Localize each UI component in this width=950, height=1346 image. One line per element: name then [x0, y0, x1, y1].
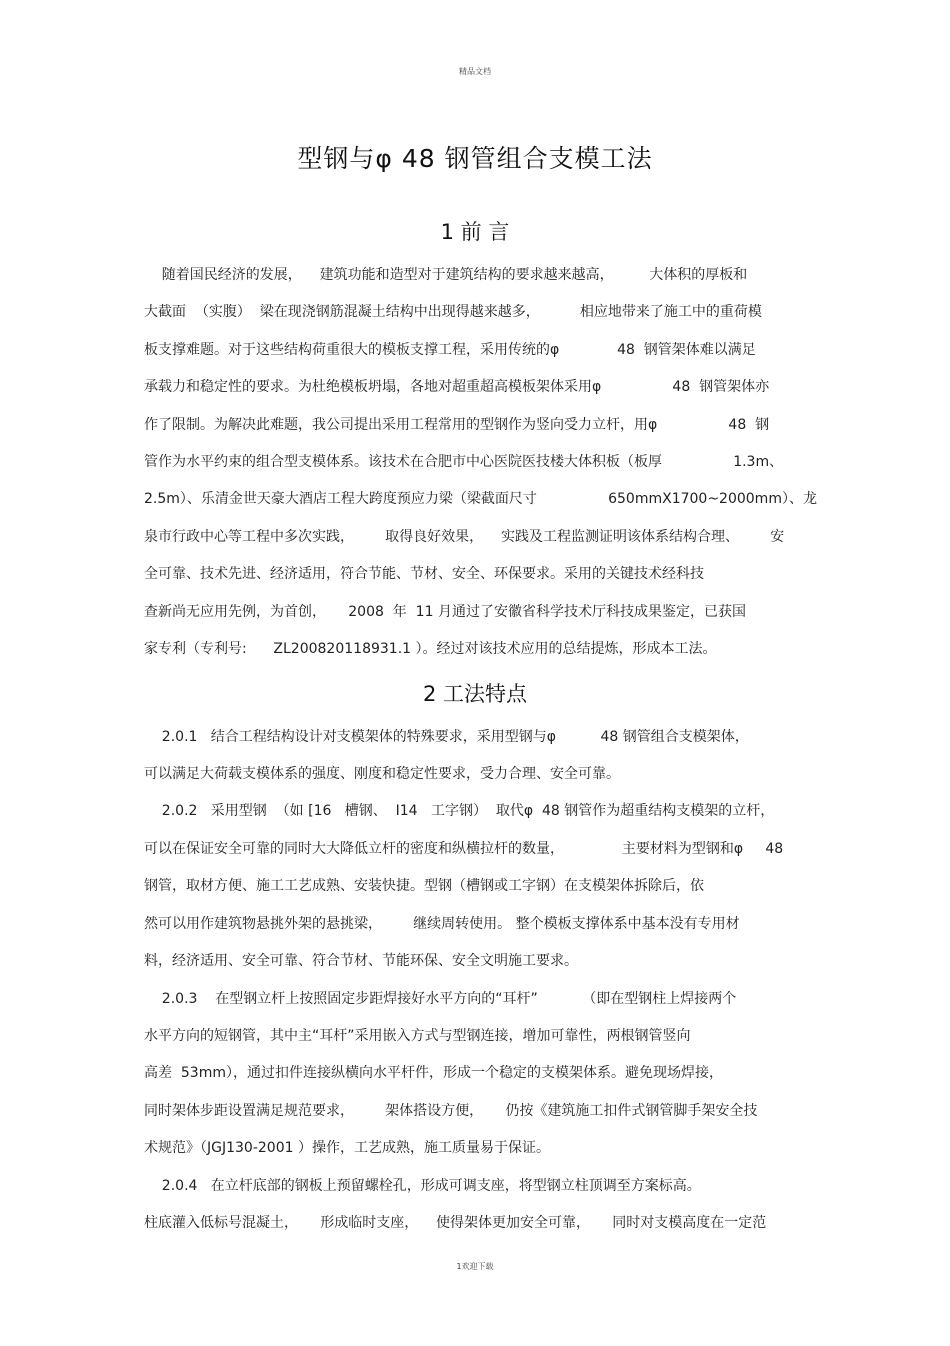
body-line: 查新尚无应用先例，为首创， 2008 年 11 月通过了安徽省科学技术厅科技成果鉴定，已获国	[144, 604, 746, 620]
body-line: 全可靠、技术先进、经济适用，符合节能、节材、安全、环保要求。采用的关键技术经科技	[144, 566, 704, 582]
body-line: 然可以用作建筑物悬挑外架的悬挑梁， 继续周转使用。 整个模板支撑体系中基本没有专用材	[144, 916, 740, 932]
body-line: 术规范》（JGJ130-2001 ）操作，工艺成熟，施工质量易于保证。	[144, 1140, 550, 1156]
section-heading-1: 1 前 言	[440, 220, 510, 244]
document-title: 型钢与φ 48 钢管组合支模工法	[297, 144, 653, 173]
body-line: 2.0.3 在型钢立杆上按照固定步距焊接好水平方向的“耳杆” （即在型钢柱上焊接两个	[144, 991, 737, 1007]
section-heading-2: 2 工法特点	[422, 682, 528, 706]
body-line: 作了限制。为解决此难题，我公司提出采用工程常用的型钢作为竖向受力立杆，用φ 48 钢	[144, 417, 770, 433]
body-line: 钢管，取材方便、施工工艺成熟、安装快捷。型钢（槽钢或工字钢）在支模架体拆除后，依	[144, 878, 704, 894]
body-line: 料，经济适用、安全可靠、符合节材、节能环保、安全文明施工要求。	[144, 953, 578, 969]
body-line: 2.5m）、乐清金世天豪大酒店工程大跨度预应力梁（梁截面尺寸 650mmX1700~2000mm）、龙	[144, 491, 817, 507]
body-line: 可以满足大荷载支模体系的强度、刚度和稳定性要求，受力合理、安全可靠。	[144, 766, 620, 782]
body-line: 管作为水平约束的组合型支模体系。该技术在合肥市中心医院医技楼大体积板（板厚 1.3m、	[144, 454, 784, 470]
body-line: 泉市行政中心等工程中多次实践， 取得良好效果， 实践及工程监测证明该体系结构合理、 安	[144, 529, 785, 545]
body-line: 板支撑难题。对于这些结构荷重很大的模板支撑工程，采用传统的φ 48 钢管架体难以满足	[144, 342, 756, 358]
body-line: 同时架体步距设置满足规范要求， 架体搭设方便， 仍按《建筑施工扣件式钢管脚手架安全技	[144, 1103, 758, 1119]
body-line: 可以在保证安全可靠的同时大大降低立杆的密度和纵横拉杆的数量， 主要材料为型钢和φ 48	[144, 841, 784, 857]
page-footer: 1欢迎下载	[456, 1262, 494, 1271]
body-line: 高差 53mm），通过扣件连接纵横向水平杆件，形成一个稳定的支模架体系。避免现场焊接，	[144, 1065, 723, 1081]
body-line: 柱底灌入低标号混凝土， 形成临时支座， 使得架体更加安全可靠， 同时对支模高度在一定范	[144, 1215, 767, 1231]
body-line: 大截面 （实腹） 梁在现浇钢筋混凝土结构中出现得越来越多， 相应地带来了施工中的重荷模	[144, 304, 762, 320]
body-line: 家专利（专利号: ZL200820118931.1 ）。经过对该技术应用的总结提炼，形成本工法。	[144, 641, 717, 657]
body-line: 水平方向的短钢管，其中主“耳杆”采用嵌入方式与型钢连接，增加可靠性，两根钢管竖向	[144, 1028, 691, 1044]
page-header: 精品文档	[459, 67, 491, 76]
body-line: 2.0.1 结合工程结构设计对支模架体的特殊要求，采用型钢与φ 48 钢管组合支模架体，	[144, 729, 749, 745]
body-line: 随着国民经济的发展， 建筑功能和造型对于建筑结构的要求越来越高， 大体积的厚板和	[144, 267, 748, 283]
body-line: 承载力和稳定性的要求。为杜绝模板坍塌，各地对超重超高模板架体采用φ 48 钢管架体亦	[144, 379, 770, 395]
body-line: 2.0.4 在立杆底部的钢板上预留螺栓孔，形成可调支座，将型钢立柱顶调至方案标高。	[144, 1178, 701, 1194]
body-line: 2.0.2 采用型钢 （如 [16 槽钢、 I14 工字钢） 取代φ 48 钢管作为超重结构支模架的立杆，	[144, 803, 775, 819]
